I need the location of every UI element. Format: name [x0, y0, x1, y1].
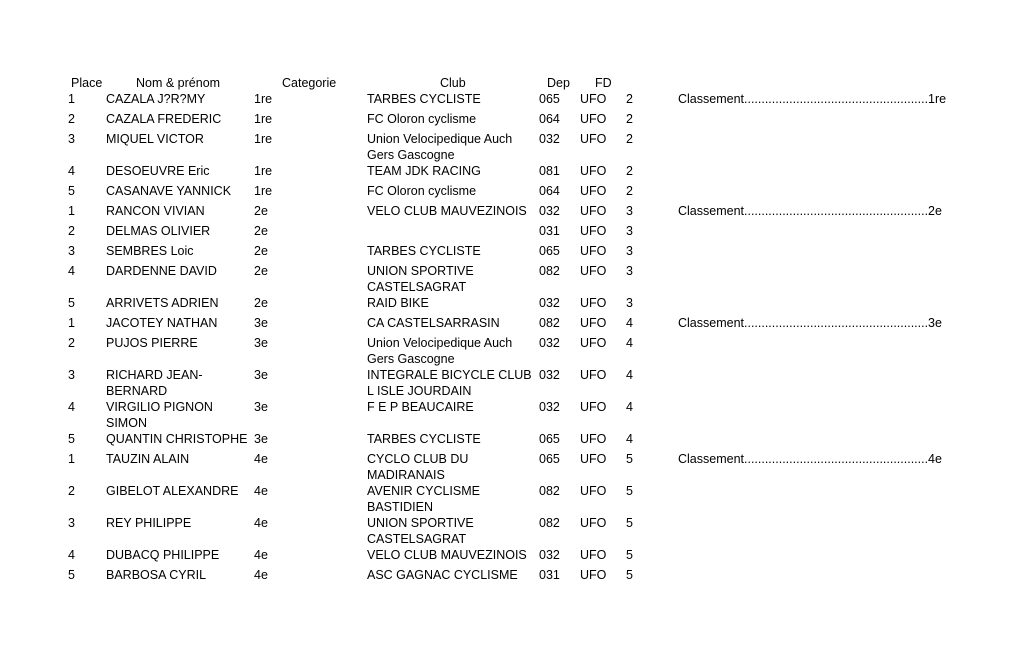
cell-number: 5	[626, 516, 633, 530]
cell-category: 3e	[254, 336, 268, 350]
cell-dep: 082	[539, 316, 560, 330]
cell-dep: 082	[539, 516, 560, 530]
cell-category: 3e	[254, 400, 268, 414]
cell-fd: UFO	[580, 548, 607, 562]
cell-category: 3e	[254, 316, 268, 330]
cell-name: ARRIVETS ADRIEN	[106, 296, 219, 310]
cell-fd: UFO	[580, 452, 607, 466]
header-club: Club	[440, 76, 466, 90]
cell-fd: UFO	[580, 132, 607, 146]
cell-number: 3	[626, 244, 633, 258]
cell-fd: UFO	[580, 164, 607, 178]
cell-place: 4	[68, 164, 75, 178]
cell-category: 4e	[254, 516, 268, 530]
cell-number: 5	[626, 548, 633, 562]
cell-category: 2e	[254, 204, 268, 218]
cell-number: 3	[626, 224, 633, 238]
cell-dep: 032	[539, 368, 560, 382]
cell-place: 4	[68, 548, 75, 562]
cell-club: UNION SPORTIVE CASTELSAGRAT	[367, 264, 474, 294]
cell-club: UNION SPORTIVE CASTELSAGRAT	[367, 516, 474, 546]
cell-place: 1	[68, 316, 75, 330]
cell-dep: 065	[539, 244, 560, 258]
cell-name: BARBOSA CYRIL	[106, 568, 207, 582]
cell-category: 1re	[254, 132, 273, 146]
cell-name: TAUZIN ALAIN	[106, 452, 190, 466]
cell-number: 5	[626, 484, 633, 498]
cell-name: QUANTIN CHRISTOPHE	[106, 432, 248, 446]
cell-category: 3e	[254, 368, 268, 382]
cell-number: 5	[626, 568, 633, 582]
cell-place: 3	[68, 368, 75, 382]
cell-number: 4	[626, 432, 633, 446]
cell-category: 4e	[254, 548, 268, 562]
cell-club: F E P BEAUCAIRE	[367, 400, 474, 414]
cell-club: VELO CLUB MAUVEZINOIS	[367, 548, 527, 562]
cell-category: 1re	[254, 164, 273, 178]
cell-club: TARBES CYCLISTE	[367, 92, 481, 106]
cell-fd: UFO	[580, 264, 607, 278]
cell-name: MIQUEL VICTOR	[106, 132, 204, 146]
cell-classement: Classement.....................................................1re	[678, 92, 947, 106]
cell-number: 4	[626, 400, 633, 414]
cell-dep: 082	[539, 264, 560, 278]
cell-place: 4	[68, 400, 75, 414]
cell-place: 2	[68, 336, 75, 350]
cell-number: 5	[626, 452, 633, 466]
cell-number: 4	[626, 336, 633, 350]
cell-place: 4	[68, 264, 75, 278]
cell-fd: UFO	[580, 316, 607, 330]
cell-place: 2	[68, 484, 75, 498]
cell-category: 2e	[254, 224, 268, 238]
cell-dep: 032	[539, 204, 560, 218]
cell-name: DARDENNE DAVID	[106, 264, 217, 278]
cell-dep: 032	[539, 336, 560, 350]
cell-club: ASC GAGNAC CYCLISME	[367, 568, 518, 582]
cell-club: Union Velocipedique Auch Gers Gascogne	[367, 336, 513, 366]
cell-category: 1re	[254, 112, 273, 126]
cell-club: VELO CLUB MAUVEZINOIS	[367, 204, 527, 218]
cell-category: 4e	[254, 452, 268, 466]
cell-name: RICHARD JEAN-BERNARD	[106, 368, 203, 398]
cell-name: VIRGILIO PIGNON SIMON	[106, 400, 213, 430]
cell-place: 2	[68, 112, 75, 126]
cell-number: 2	[626, 184, 633, 198]
cell-club: Union Velocipedique Auch Gers Gascogne	[367, 132, 513, 162]
cell-club: FC Oloron cyclisme	[367, 184, 477, 198]
cell-place: 5	[68, 296, 75, 310]
cell-fd: UFO	[580, 224, 607, 238]
cell-number: 2	[626, 112, 633, 126]
header-fd: FD	[595, 76, 612, 90]
cell-dep: 032	[539, 400, 560, 414]
cell-club: TARBES CYCLISTE	[367, 244, 481, 258]
cell-category: 3e	[254, 432, 268, 446]
cell-number: 4	[626, 368, 633, 382]
cell-number: 3	[626, 204, 633, 218]
cell-category: 4e	[254, 568, 268, 582]
cell-dep: 082	[539, 484, 560, 498]
cell-name: REY PHILIPPE	[106, 516, 192, 530]
cell-dep: 065	[539, 92, 560, 106]
cell-number: 2	[626, 132, 633, 146]
cell-place: 3	[68, 516, 75, 530]
cell-name: RANCON VIVIAN	[106, 204, 205, 218]
header-name: Nom & prénom	[136, 76, 221, 90]
cell-fd: UFO	[580, 516, 607, 530]
cell-fd: UFO	[580, 296, 607, 310]
cell-dep: 064	[539, 184, 560, 198]
cell-dep: 031	[539, 568, 560, 582]
cell-category: 1re	[254, 92, 273, 106]
cell-place: 3	[68, 244, 75, 258]
cell-category: 2e	[254, 244, 268, 258]
cell-number: 4	[626, 316, 633, 330]
cell-fd: UFO	[580, 568, 607, 582]
header-place: Place	[71, 76, 103, 90]
cell-dep: 065	[539, 452, 560, 466]
cell-name: PUJOS PIERRE	[106, 336, 198, 350]
cell-club: INTEGRALE BICYCLE CLUB L ISLE JOURDAIN	[367, 368, 532, 398]
cell-name: SEMBRES Loic	[106, 244, 194, 258]
cell-fd: UFO	[580, 244, 607, 258]
cell-place: 1	[68, 92, 75, 106]
cell-fd: UFO	[580, 92, 607, 106]
cell-place: 3	[68, 132, 75, 146]
cell-category: 2e	[254, 296, 268, 310]
cell-dep: 032	[539, 548, 560, 562]
cell-club: CA CASTELSARRASIN	[367, 316, 500, 330]
cell-fd: UFO	[580, 432, 607, 446]
cell-fd: UFO	[580, 368, 607, 382]
cell-fd: UFO	[580, 184, 607, 198]
header-category: Categorie	[282, 76, 337, 90]
cell-dep: 031	[539, 224, 560, 238]
cell-classement: Classement.....................................................4e	[678, 452, 942, 466]
cell-dep: 081	[539, 164, 560, 178]
cell-dep: 064	[539, 112, 560, 126]
cell-name: CAZALA FREDERIC	[106, 112, 222, 126]
cell-classement: Classement.....................................................3e	[678, 316, 942, 330]
cell-place: 2	[68, 224, 75, 238]
cell-dep: 032	[539, 132, 560, 146]
cell-club: AVENIR CYCLISME BASTIDIEN	[367, 484, 480, 514]
cell-club: CYCLO CLUB DU MADIRANAIS	[367, 452, 469, 482]
cell-name: CASANAVE YANNICK	[106, 184, 232, 198]
cell-place: 1	[68, 204, 75, 218]
cell-club: TARBES CYCLISTE	[367, 432, 481, 446]
cell-place: 5	[68, 432, 75, 446]
cell-number: 3	[626, 264, 633, 278]
cell-place: 5	[68, 184, 75, 198]
cell-number: 3	[626, 296, 633, 310]
cell-fd: UFO	[580, 336, 607, 350]
header-dep: Dep	[547, 76, 570, 90]
cell-dep: 065	[539, 432, 560, 446]
cell-place: 1	[68, 452, 75, 466]
cell-place: 5	[68, 568, 75, 582]
cell-club: RAID BIKE	[367, 296, 429, 310]
cell-club: FC Oloron cyclisme	[367, 112, 477, 126]
cell-name: DELMAS OLIVIER	[106, 224, 211, 238]
cell-name: DUBACQ PHILIPPE	[106, 548, 220, 562]
cell-category: 4e	[254, 484, 268, 498]
cell-fd: UFO	[580, 400, 607, 414]
cell-classement: Classement.....................................................2e	[678, 204, 942, 218]
cell-name: GIBELOT ALEXANDRE	[106, 484, 239, 498]
cell-fd: UFO	[580, 484, 607, 498]
cell-club: TEAM JDK RACING	[367, 164, 481, 178]
cell-number: 2	[626, 92, 633, 106]
cell-name: JACOTEY NATHAN	[106, 316, 218, 330]
cell-category: 1re	[254, 184, 273, 198]
cell-fd: UFO	[580, 112, 607, 126]
cell-dep: 032	[539, 296, 560, 310]
cell-name: DESOEUVRE Eric	[106, 164, 210, 178]
cell-category: 2e	[254, 264, 268, 278]
cell-name: CAZALA J?R?MY	[106, 92, 206, 106]
cell-fd: UFO	[580, 204, 607, 218]
cell-number: 2	[626, 164, 633, 178]
